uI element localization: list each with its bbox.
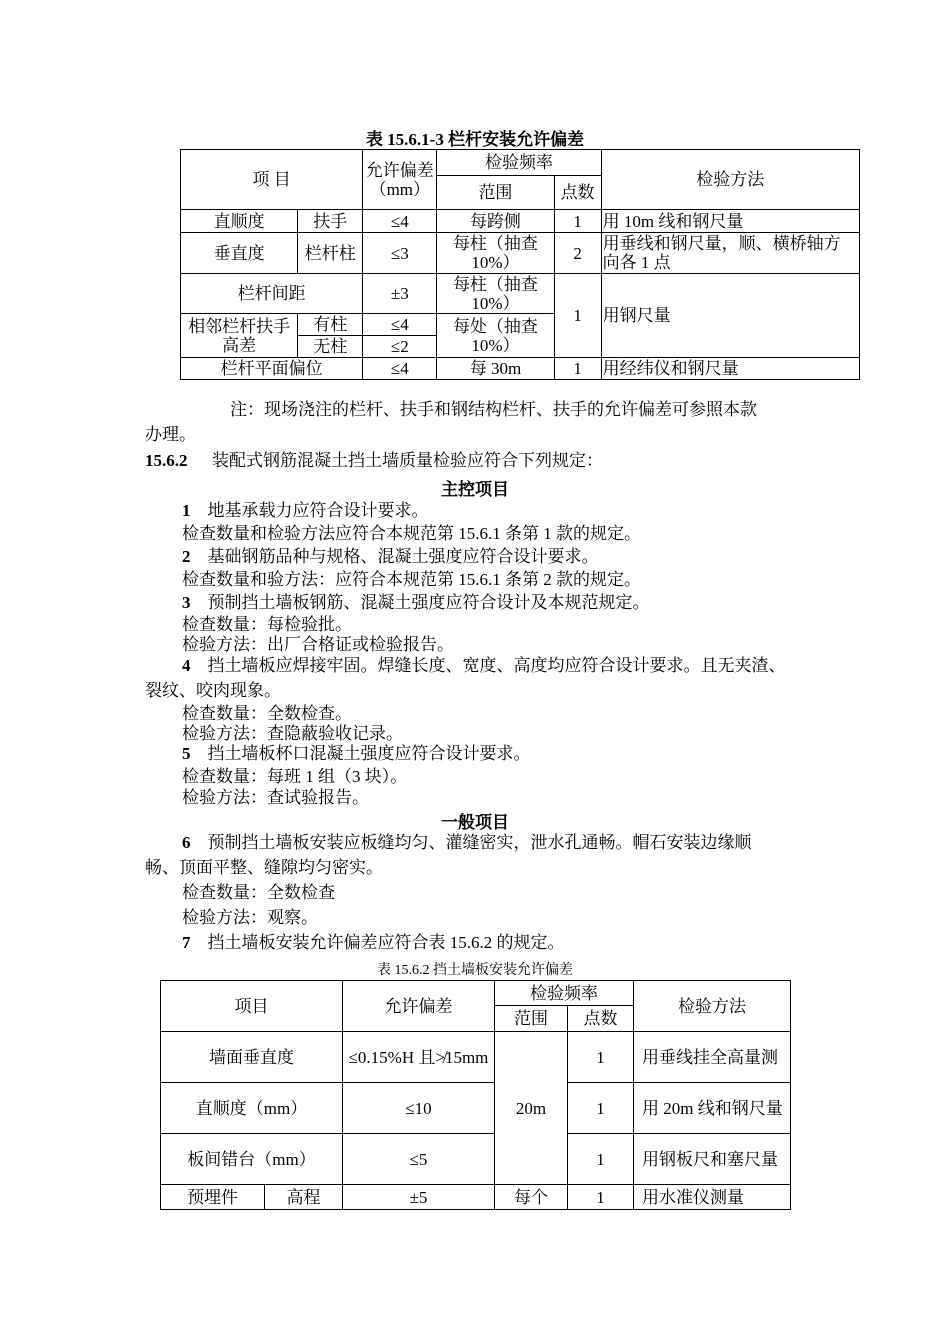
t1-cell: 用经纬仪和钢尺量 (601, 358, 859, 380)
table2-title: 表 15.6.2 挡土墙板安装允许偏差 (377, 963, 573, 978)
item-number: 6 (182, 833, 191, 852)
table2 (160, 980, 791, 1210)
item-line (182, 743, 531, 765)
t1-header-item: 项 目 (181, 150, 363, 210)
item-line: 检查数量：每检验批。 (182, 615, 352, 634)
t1-header-range: 范围 (437, 176, 554, 210)
t1-cell: 栏杆间距 (181, 274, 363, 314)
t2-cell: 墙面垂直度 (161, 1032, 343, 1083)
t1-header-tolerance: 允许偏差（mm） (363, 150, 437, 210)
t2-cell: 用水准仪测量 (634, 1185, 791, 1210)
t2-cell: ≤5 (343, 1134, 495, 1185)
item-line: 畅、顶面平整、缝隙均匀密实。 (145, 858, 383, 877)
t2-header-range: 范围 (495, 1006, 568, 1032)
t2-header-tolerance: 允许偏差 (343, 981, 495, 1032)
t2-cell: 高程 (265, 1185, 343, 1210)
t1-cell: 每跨侧 (437, 210, 554, 233)
t1-cell: 直顺度 (181, 210, 298, 233)
item-line (182, 655, 786, 677)
t1-header-method: 检验方法 (601, 150, 859, 210)
t2-cell: 1 (568, 1134, 634, 1185)
t1-cell: 用 10m 线和钢尺量 (601, 210, 859, 233)
t1-cell: 相邻栏杆扶手高差 (181, 314, 298, 358)
t2-cell: 1 (568, 1185, 634, 1210)
clause-line (145, 450, 603, 472)
t2-cell: 用垂线挂全高量测 (634, 1032, 791, 1083)
t1-cell: ±3 (363, 274, 437, 314)
item-line (182, 832, 752, 854)
t1-cell: ≤3 (363, 233, 437, 274)
t1-cell: ≤4 (363, 314, 437, 336)
general-items-heading: 一般项目 (441, 813, 509, 832)
t2-cell: 直顺度（mm） (161, 1083, 343, 1134)
item-number: 4 (182, 656, 191, 675)
item-line: 检查数量和检验方法应符合本规范第 15.6.1 条第 1 款的规定。 (182, 524, 641, 543)
item-line (182, 546, 599, 568)
item-line: 检验方法：出厂合格证或检验报告。 (182, 635, 454, 654)
t1-cell: 1 (554, 210, 601, 233)
t1-cell: 栏杆柱 (298, 233, 363, 274)
t1-cell: 有柱 (298, 314, 363, 336)
t2-cell: 1 (568, 1032, 634, 1083)
t1-cell: 用垂线和钢尺量，顺、横桥轴方向各 1 点 (601, 233, 859, 274)
t2-header-points: 点数 (568, 1006, 634, 1032)
t2-cell: ±5 (343, 1185, 495, 1210)
item-line (182, 592, 650, 614)
t2-header-frequency: 检验频率 (495, 981, 634, 1006)
t2-cell: 用钢板尺和塞尺量 (634, 1134, 791, 1185)
table1-title: 表 15.6.1-3 栏杆安装允许偏差 (365, 130, 585, 149)
item-number: 2 (182, 547, 191, 566)
t2-cell: ≤10 (343, 1083, 495, 1134)
t1-cell: 每柱（抽查10%） (437, 274, 554, 314)
t2-header-method: 检验方法 (634, 981, 791, 1032)
t2-cell: 板间错台（mm） (161, 1134, 343, 1185)
t1-header-frequency: 检验频率 (437, 150, 601, 176)
item-text: 预制挡土墙板安装应板缝均匀、灌缝密实，泄水孔通畅。帽石安装边缘顺 (207, 833, 752, 852)
t2-cell: 用 20m 线和钢尺量 (634, 1083, 791, 1134)
table1 (180, 149, 860, 380)
item-line: 检查数量：全数检查 (182, 883, 335, 902)
t1-cell: 栏杆平面偏位 (181, 358, 363, 380)
item-text: 基础钢筋品种与规格、混凝土强度应符合设计要求。 (207, 547, 599, 566)
t1-header-points: 点数 (554, 176, 601, 210)
t1-cell: ≤2 (363, 336, 437, 358)
t2-header-item: 项目 (161, 981, 343, 1032)
t1-cell: ≤4 (363, 358, 437, 380)
t1-cell: 无柱 (298, 336, 363, 358)
item-line (182, 500, 429, 522)
note-line: 办理。 (145, 425, 196, 444)
t1-cell: 垂直度 (181, 233, 298, 274)
note-line: 注：现场浇注的栏杆、扶手和钢结构栏杆、扶手的允许偏差可参照本款 (230, 400, 757, 419)
item-line: 检查数量和验方法：应符合本规范第 15.6.1 条第 2 款的规定。 (182, 570, 641, 589)
item-text: 挡土墙板应焊接牢固。焊缝长度、宽度、高度均应符合设计要求。且无夹渣、 (207, 656, 786, 675)
t2-cell: 每个 (495, 1185, 568, 1210)
item-number: 3 (182, 593, 191, 612)
item-text: 挡土墙板安装允许偏差应符合表 15.6.2 的规定。 (207, 933, 565, 952)
item-line: 检查数量：全数检查。 (182, 704, 352, 723)
clause-number: 15.6.2 (145, 451, 188, 470)
t1-cell: 扶手 (298, 210, 363, 233)
t1-cell: 用钢尺量 (601, 274, 859, 358)
item-text: 地基承载力应符合设计要求。 (207, 501, 429, 520)
t1-cell: 每处（抽查10%） (437, 314, 554, 358)
item-number: 5 (182, 744, 191, 763)
t2-cell: 20m (495, 1032, 568, 1185)
main-items-heading: 主控项目 (441, 480, 509, 499)
item-number: 1 (182, 501, 191, 520)
item-line (182, 932, 565, 954)
t1-cell: 2 (554, 233, 601, 274)
item-number: 7 (182, 933, 191, 952)
item-text: 挡土墙板杯口混凝土强度应符合设计要求。 (207, 744, 531, 763)
t1-cell: ≤4 (363, 210, 437, 233)
item-line: 裂纹、咬肉现象。 (145, 681, 281, 700)
item-text: 预制挡土墙板钢筋、混凝土强度应符合设计及本规范规定。 (207, 593, 650, 612)
t1-cell: 每柱（抽查10%） (437, 233, 554, 274)
t1-cell: 每 30m (437, 358, 554, 380)
t2-cell: 1 (568, 1083, 634, 1134)
t2-cell: 预埋件 (161, 1185, 265, 1210)
item-line: 检验方法：查隐蔽验收记录。 (182, 724, 403, 743)
item-line: 检验方法：查试验报告。 (182, 788, 369, 807)
t1-cell: 1 (554, 274, 601, 358)
clause-text: 装配式钢筋混凝土挡土墙质量检验应符合下列规定： (212, 451, 603, 470)
item-line: 检查数量：每班 1 组（3 块）。 (182, 767, 408, 786)
t2-cell: ≤0.15%H 且≯15mm (343, 1032, 495, 1083)
item-line: 检验方法：观察。 (182, 908, 318, 927)
t1-cell: 1 (554, 358, 601, 380)
